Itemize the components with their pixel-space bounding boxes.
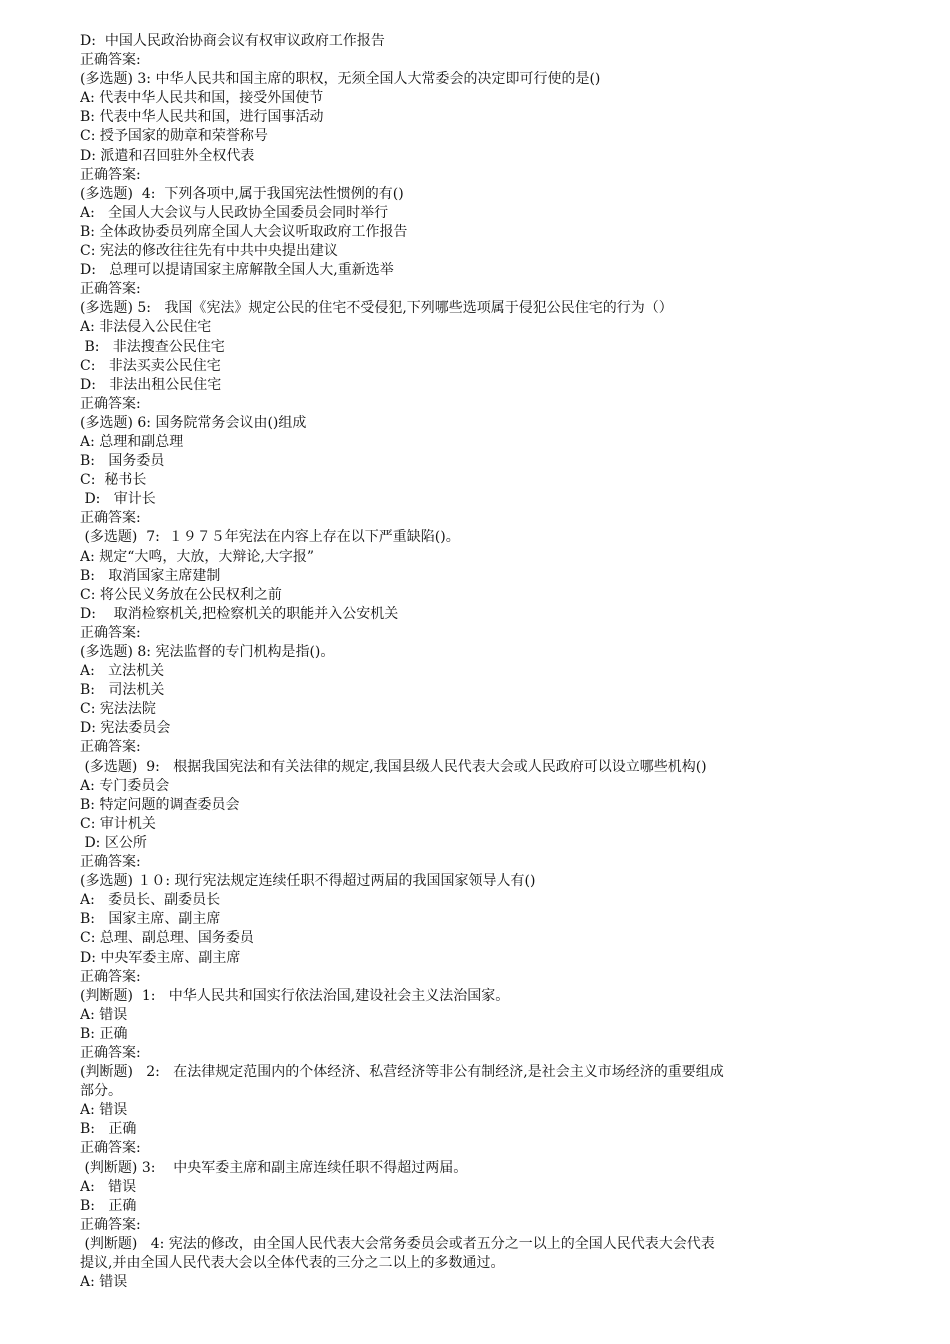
text-line: D: 取消检察机关,把检察机关的职能并入公安机关 [80, 605, 399, 622]
text-line: A: 错误 [80, 1274, 128, 1291]
text-line: 部分。 [80, 1083, 122, 1100]
text-line: (多选题) 3: 中华人民共和国主席的职权，无须全国人大常委会的决定即可行使的是() [80, 71, 601, 88]
text-line: (判断题) 1: 中华人民共和国实行依法治国,建设社会主义法治国家。 [80, 987, 510, 1004]
text-line: C: 非法买卖公民住宅 [80, 357, 221, 374]
text-line: A: 全国人大会议与人民政协全国委员会同时举行 [80, 204, 389, 221]
text-line: D: 审计长 [80, 491, 156, 508]
text-line: (判断题) 4: 宪法的修改，由全国人民代表大会常务委员会或者五分之一以上的全国人民代表大会代表 [80, 1235, 715, 1252]
text-line: B: 取消国家主席建制 [80, 567, 221, 584]
text-line: C: 总理、副总理、国务委员 [80, 930, 254, 947]
text-line: C: 宪法法院 [80, 701, 156, 718]
text-line: 正确答案: [80, 1216, 141, 1233]
text-line: B: 司法机关 [80, 682, 165, 699]
text-line: A: 代表中华人民共和国，接受外国使节 [80, 90, 324, 107]
text-line: (多选题) 9: 根据我国宪法和有关法律的规定,我国县级人民代表大会或人民政府可以设立哪些机构() [80, 758, 707, 775]
text-line: (多选题) 7: １９７５年宪法在内容上存在以下严重缺陷()。 [80, 529, 460, 546]
text-line: 正确答案: [80, 854, 141, 871]
text-line: C: 秘书长 [80, 472, 147, 489]
text-line: A: 专门委员会 [80, 777, 170, 794]
text-line: 正确答案: [80, 739, 141, 756]
text-line: B: 国家主席、副主席 [80, 911, 221, 928]
text-line: 正确答案: [80, 52, 141, 69]
text-line: D: 总理可以提请国家主席解散全国人大,重新选举 [80, 262, 394, 279]
text-line: C: 授予国家的勋章和荣誉称号 [80, 128, 268, 145]
text-line: 正确答案: [80, 281, 141, 298]
text-line: C: 宪法的修改往往先有中共中央提出建议 [80, 243, 338, 260]
text-line: D: 中央军委主席、副主席 [80, 949, 241, 966]
text-line: D: 非法出租公民住宅 [80, 376, 222, 393]
text-line: A: 总理和副总理 [80, 433, 184, 450]
text-line: 正确答案: [80, 166, 141, 183]
text-line: (多选题) 8: 宪法监督的专门机构是指()。 [80, 644, 335, 660]
text-line: B: 特定问题的调查委员会 [80, 796, 240, 813]
text-line: (多选题) 4: 下列各项中,属于我国宪法性惯例的有() [80, 185, 404, 202]
text-line: 正确答案: [80, 624, 141, 641]
text-line: A: 错误 [80, 1006, 128, 1023]
text-line: A: 规定“大鸣，大放，大辩论,大字报” [80, 548, 315, 565]
text-line: (判断题) 2: 在法律规定范围内的个体经济、私营经济等非公有制经济,是社会主义市场经济的重要组成 [80, 1064, 724, 1081]
text-line: A: 非法侵入公民住宅 [80, 319, 212, 336]
text-line: A: 错误 [80, 1102, 128, 1119]
text-line: C: 将公民义务放在公民权利之前 [80, 586, 282, 603]
text-line: 正确答案: [80, 1140, 141, 1157]
text-line: A: 错误 [80, 1178, 137, 1195]
text-line: A: 委员长、副委员长 [80, 892, 221, 909]
text-line: B: 正确 [80, 1121, 137, 1138]
text-line: D: 区公所 [80, 834, 147, 851]
text-line: (多选题) 6: 国务院常务会议由()组成 [80, 414, 307, 431]
text-line: B: 非法搜查公民住宅 [80, 338, 225, 355]
text-line: D: 派遣和召回驻外全权代表 [80, 147, 255, 164]
text-line: B: 正确 [80, 1197, 137, 1214]
text-line: 正确答案: [80, 395, 141, 412]
text-line: (判断题) 3: 中央军委主席和副主席连续任职不得超过两届。 [80, 1159, 468, 1176]
text-line: B: 代表中华人民共和国，进行国事活动 [80, 109, 324, 126]
text-line: B: 全体政协委员列席全国人大会议听取政府工作报告 [80, 223, 408, 240]
text-line: (多选题) 5: 我国《宪法》规定公民的住宅不受侵犯,下列哪些选项属于侵犯公民住宅的行为（） [80, 300, 673, 317]
text-line: D: 宪法委员会 [80, 720, 171, 737]
text-line: (多选题) １０: 现行宪法规定连续任职不得超过两届的我国国家领导人有() [80, 873, 536, 890]
text-line: B: 国务委员 [80, 453, 165, 470]
text-line: 正确答案: [80, 510, 141, 527]
text-line: 正确答案: [80, 1044, 141, 1061]
text-line: 提议,并由全国人民代表大会以全体代表的三分之二以上的多数通过。 [80, 1255, 505, 1271]
text-line: C: 审计机关 [80, 815, 156, 832]
text-line: A: 立法机关 [80, 663, 165, 680]
text-line: B: 正确 [80, 1025, 128, 1042]
text-line: D: 中国人民政治协商会议有权审议政府工作报告 [80, 33, 385, 49]
text-line: 正确答案: [80, 968, 141, 985]
document-body [80, 32, 880, 1292]
